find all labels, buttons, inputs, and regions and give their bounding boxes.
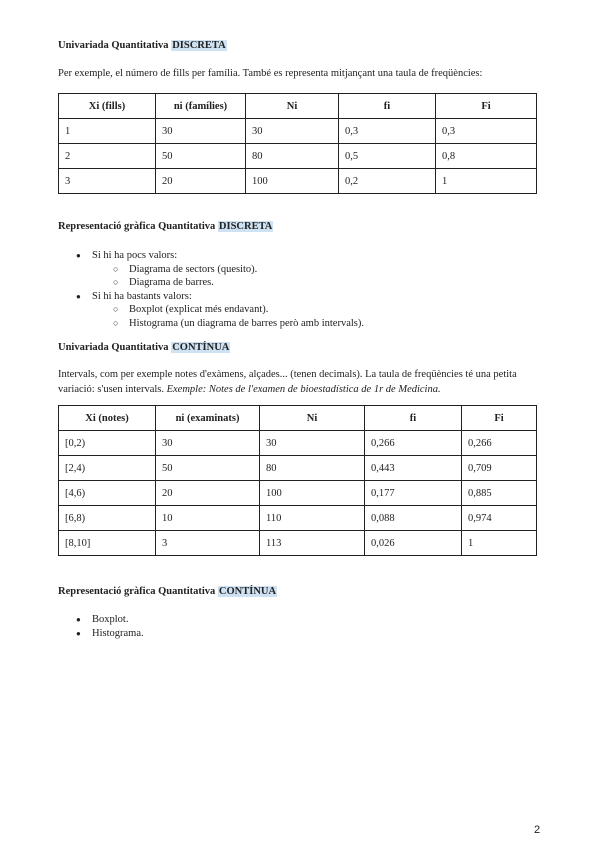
- table-cell: 0,443: [365, 456, 462, 481]
- intro-text: Intervals, com per exemple notes d'exàmens, alçades... (tenen decimals). La taula de freqüències té una petita variació: s'usen intervals.: [58, 369, 517, 395]
- heading-discreta: [58, 40, 227, 51]
- table-row: [59, 169, 537, 194]
- table-cell: 3: [59, 169, 156, 194]
- heading-grafica-continua: [58, 586, 277, 597]
- list-item: ● Si hi ha pocs valors:: [58, 249, 364, 263]
- list-item: ○ Boxplot (explicat més endavant).: [58, 303, 364, 317]
- heading-text: Representació gràfica Quantitativa: [58, 586, 218, 597]
- frequency-table-continua: [58, 405, 537, 556]
- table-cell: 50: [156, 144, 246, 169]
- table-cell: 0,266: [462, 431, 537, 456]
- table-cell: 0,709: [462, 456, 537, 481]
- table-cell: 0,885: [462, 481, 537, 506]
- table-cell: 20: [156, 169, 246, 194]
- table-cell: 0,177: [365, 481, 462, 506]
- heading-highlight: DISCRETA: [172, 40, 226, 51]
- col-header: ni (famílies): [156, 94, 246, 119]
- table-cell: [4,6): [59, 481, 156, 506]
- list-item: ● Boxplot.: [58, 613, 144, 627]
- intro-discreta: Per exemple, el número de fills per família. També es representa mitjançant una taula de freqüències:: [58, 68, 483, 79]
- heading-highlight: CONTÍNUA: [218, 586, 277, 597]
- table-cell: 1: [462, 531, 537, 556]
- heading-grafica-discreta: [58, 221, 273, 232]
- heading-continua: [58, 342, 230, 353]
- frequency-table-discreta: [58, 93, 537, 194]
- col-header: fi: [339, 94, 436, 119]
- table-row: [59, 456, 537, 481]
- table-row: [59, 506, 537, 531]
- heading-text: Univariada Quantitativa: [58, 40, 172, 51]
- table-cell: 0,266: [365, 431, 462, 456]
- col-header: Ni: [260, 406, 365, 431]
- table-header-row: [59, 94, 537, 119]
- col-header: fi: [365, 406, 462, 431]
- table-cell: 0,3: [436, 119, 537, 144]
- table-cell: 113: [260, 531, 365, 556]
- col-header: Fi: [462, 406, 537, 431]
- table-header-row: [59, 406, 537, 431]
- list-item: ○ Diagrama de barres.: [58, 276, 364, 290]
- list-item: ○ Diagrama de sectors (quesito).: [58, 263, 364, 277]
- heading-highlight: CONTÍNUA: [172, 342, 230, 353]
- list-item: ● Si hi ha bastants valors:: [58, 290, 364, 304]
- table-cell: [2,4): [59, 456, 156, 481]
- table-cell: 30: [156, 119, 246, 144]
- list-item: ○ Histograma (un diagrama de barres però amb intervals).: [58, 317, 364, 331]
- col-header: Ni: [246, 94, 339, 119]
- table-cell: 0,026: [365, 531, 462, 556]
- col-header: ni (examinats): [156, 406, 260, 431]
- table-cell: 0,088: [365, 506, 462, 531]
- table-cell: 50: [156, 456, 260, 481]
- table-cell: 1: [436, 169, 537, 194]
- table-cell: 80: [246, 144, 339, 169]
- table-cell: 30: [246, 119, 339, 144]
- table-row: [59, 531, 537, 556]
- table-cell: [8,10]: [59, 531, 156, 556]
- table-row: [59, 481, 537, 506]
- heading-highlight: DISCRETA: [218, 221, 273, 232]
- table-cell: 1: [59, 119, 156, 144]
- table-cell: [6,8): [59, 506, 156, 531]
- table-cell: 0,3: [339, 119, 436, 144]
- bullet-list-continua: [58, 613, 144, 640]
- table-cell: 30: [156, 431, 260, 456]
- table-cell: [0,2): [59, 431, 156, 456]
- intro-example: Exemple: Notes de l'examen de bioestadística de 1r de Medicina.: [166, 384, 441, 395]
- table-cell: 0,2: [339, 169, 436, 194]
- table-row: [59, 144, 537, 169]
- col-header: Fi: [436, 94, 537, 119]
- page-number: 2: [534, 824, 541, 836]
- table-cell: 0,5: [339, 144, 436, 169]
- heading-text: Representació gràfica Quantitativa: [58, 221, 218, 232]
- table-cell: 100: [246, 169, 339, 194]
- table-cell: 80: [260, 456, 365, 481]
- table-cell: 110: [260, 506, 365, 531]
- table-cell: 100: [260, 481, 365, 506]
- intro-continua: [58, 367, 542, 397]
- table-cell: 30: [260, 431, 365, 456]
- table-cell: 3: [156, 531, 260, 556]
- table-cell: 10: [156, 506, 260, 531]
- list-item: ● Histograma.: [58, 627, 144, 641]
- table-cell: 2: [59, 144, 156, 169]
- col-header: Xi (fills): [59, 94, 156, 119]
- table-row: [59, 431, 537, 456]
- table-cell: 20: [156, 481, 260, 506]
- heading-text: Univariada Quantitativa: [58, 342, 172, 353]
- table-cell: 0,8: [436, 144, 537, 169]
- bullet-list-discreta: [58, 249, 364, 330]
- table-row: [59, 119, 537, 144]
- col-header: Xi (notes): [59, 406, 156, 431]
- table-cell: 0,974: [462, 506, 537, 531]
